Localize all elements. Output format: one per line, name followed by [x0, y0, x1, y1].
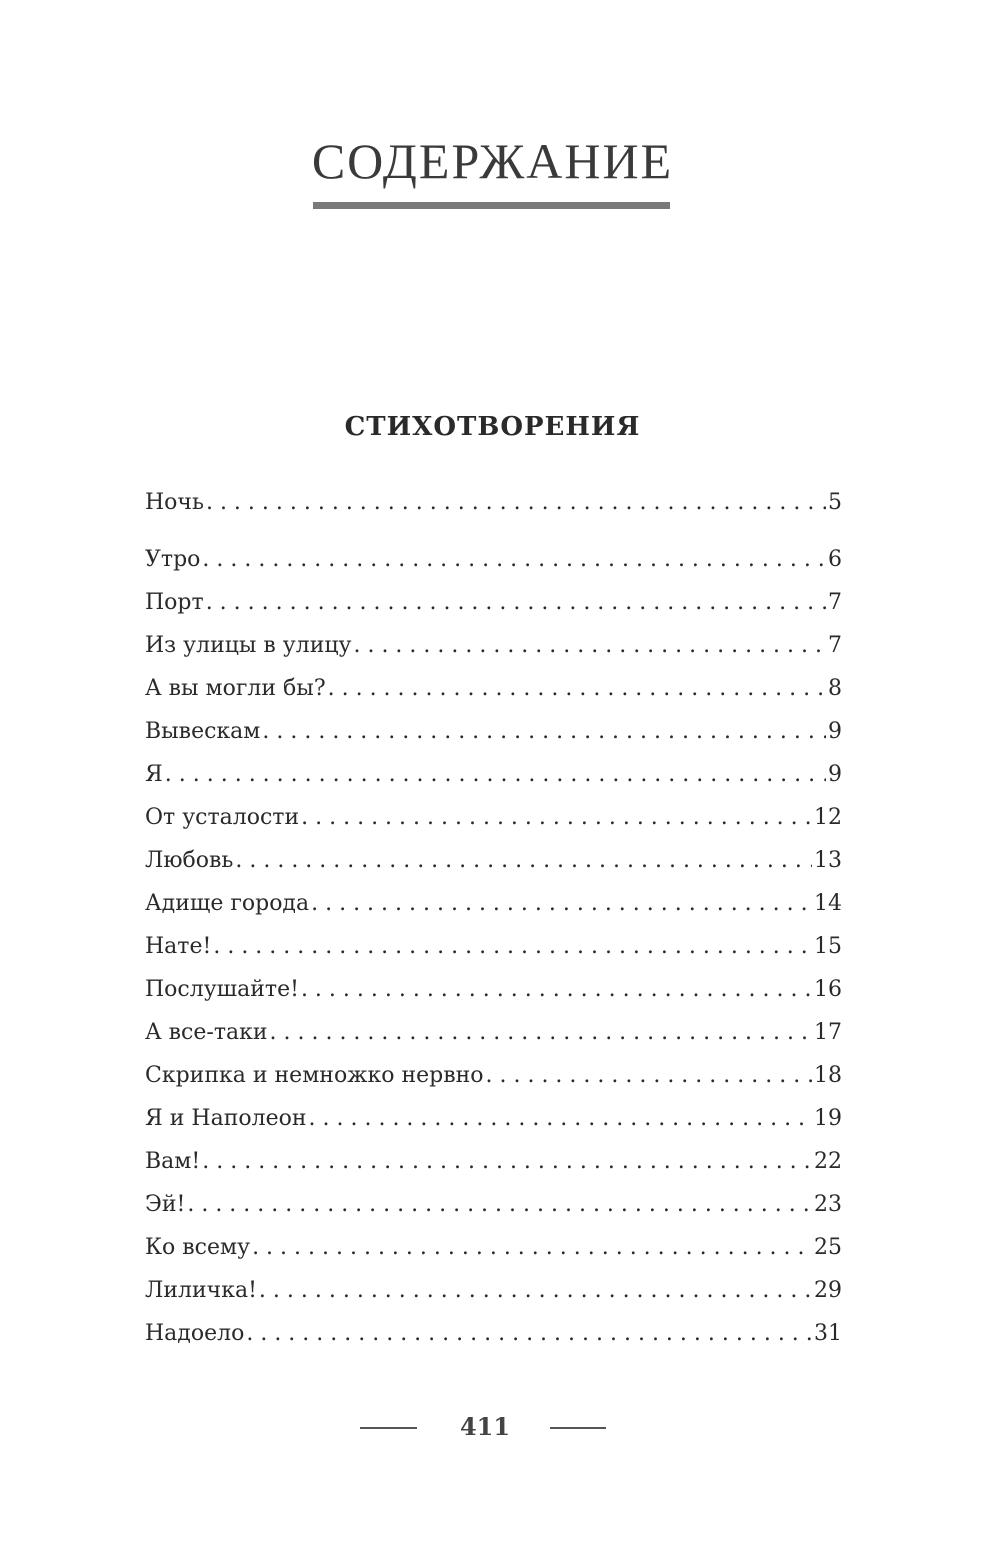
toc-entry [145, 977, 842, 1011]
dot-leader [252, 1235, 812, 1260]
toc-entry-page: 5 [828, 490, 842, 515]
toc-entry [145, 547, 842, 581]
toc-entry-page: 16 [814, 977, 842, 1002]
toc-entry-title: Вам! [145, 1149, 201, 1174]
toc-entry-page: 12 [814, 805, 842, 830]
dot-leader [270, 1020, 812, 1045]
toc-entry-page: 18 [814, 1063, 842, 1088]
toc-entry-page: 23 [814, 1192, 842, 1217]
toc-entry-title: Из улицы в улицу [145, 633, 352, 658]
toc-entry-page: 29 [814, 1278, 842, 1303]
dot-leader [246, 1321, 812, 1346]
toc-entry-title: Скрипка и немножко нервно [145, 1063, 484, 1088]
toc-entry-title: Нате! [145, 934, 212, 959]
toc-entry [145, 1149, 842, 1183]
toc-entry [145, 633, 842, 667]
toc-entry-page: 9 [828, 719, 842, 744]
dot-leader [353, 633, 826, 658]
toc-entry-title: Ночь [145, 490, 204, 515]
toc-entry-title: Ко всему [145, 1235, 251, 1260]
toc-entry-title: Утро [145, 547, 201, 572]
toc-entry-title: А все-таки [145, 1020, 268, 1045]
dot-leader [202, 547, 826, 572]
footer-rule-left [360, 1427, 417, 1429]
toc-entry [145, 762, 842, 796]
toc-entry-page: 25 [814, 1235, 842, 1260]
dot-leader [165, 762, 826, 787]
toc-entry [145, 676, 842, 710]
toc-entry-title: А вы могли бы? [145, 676, 326, 701]
toc-entry [145, 1235, 842, 1269]
toc-entry-title: Порт [145, 590, 204, 615]
toc-entry [145, 719, 842, 753]
page-title: СОДЕРЖАНИЕ [311, 133, 674, 189]
toc-entry [145, 1321, 842, 1355]
dot-leader [301, 805, 812, 830]
toc-entry-page: 7 [828, 633, 842, 658]
toc-entry-title: От усталости [145, 805, 300, 830]
title-underline [313, 202, 670, 209]
toc-entry-page: 8 [828, 676, 842, 701]
toc-entry-page: 6 [828, 547, 842, 572]
toc-entry-page: 17 [814, 1020, 842, 1045]
toc-entry [145, 1106, 842, 1140]
toc-entry-page: 22 [814, 1149, 842, 1174]
dot-leader [301, 977, 812, 1002]
toc-entry-page: 7 [828, 590, 842, 615]
dot-leader [311, 891, 812, 916]
toc-entry [145, 934, 842, 968]
toc-entry-page: 9 [828, 762, 842, 787]
dot-leader [235, 848, 812, 873]
dot-leader [202, 1149, 812, 1174]
toc-entry-title: Любовь [145, 848, 234, 873]
toc-entry-page: 15 [814, 934, 842, 959]
toc-entry-title: Вывескам [145, 719, 261, 744]
section-heading: СТИХОТВОРЕНИЯ [344, 412, 641, 442]
toc-entry-title: Эй! [145, 1192, 186, 1217]
toc-entry-title: Я и Наполеон [145, 1106, 307, 1131]
toc-entry-page: 14 [814, 891, 842, 916]
dot-leader [259, 1278, 812, 1303]
page-number: 411 [459, 1412, 511, 1441]
dot-leader [309, 1106, 812, 1131]
toc-entry-title: Лиличка! [145, 1278, 257, 1303]
dot-leader [486, 1063, 813, 1088]
toc-entry [145, 805, 842, 839]
toc-entry-page: 13 [814, 848, 842, 873]
dot-leader [206, 590, 826, 615]
toc-entry [145, 490, 842, 524]
dot-leader [262, 719, 826, 744]
dot-leader [328, 676, 826, 701]
dot-leader [206, 490, 826, 515]
toc-entry [145, 1020, 842, 1054]
toc-entry [145, 590, 842, 624]
dot-leader [213, 934, 812, 959]
toc-entry [145, 1278, 842, 1312]
footer-rule-right [550, 1427, 606, 1429]
toc-entry-title: Адище города [145, 891, 310, 916]
toc-entry [145, 891, 842, 925]
toc-entry-title: Я [145, 762, 163, 787]
toc-entry [145, 848, 842, 882]
toc-entry-page: 19 [814, 1106, 842, 1131]
toc-entry-page: 31 [814, 1321, 842, 1346]
toc-entry [145, 1063, 842, 1097]
toc-entry [145, 1192, 842, 1226]
toc-entry-title: Послушайте! [145, 977, 299, 1002]
dot-leader [187, 1192, 812, 1217]
toc-entry-title: Надоело [145, 1321, 245, 1346]
